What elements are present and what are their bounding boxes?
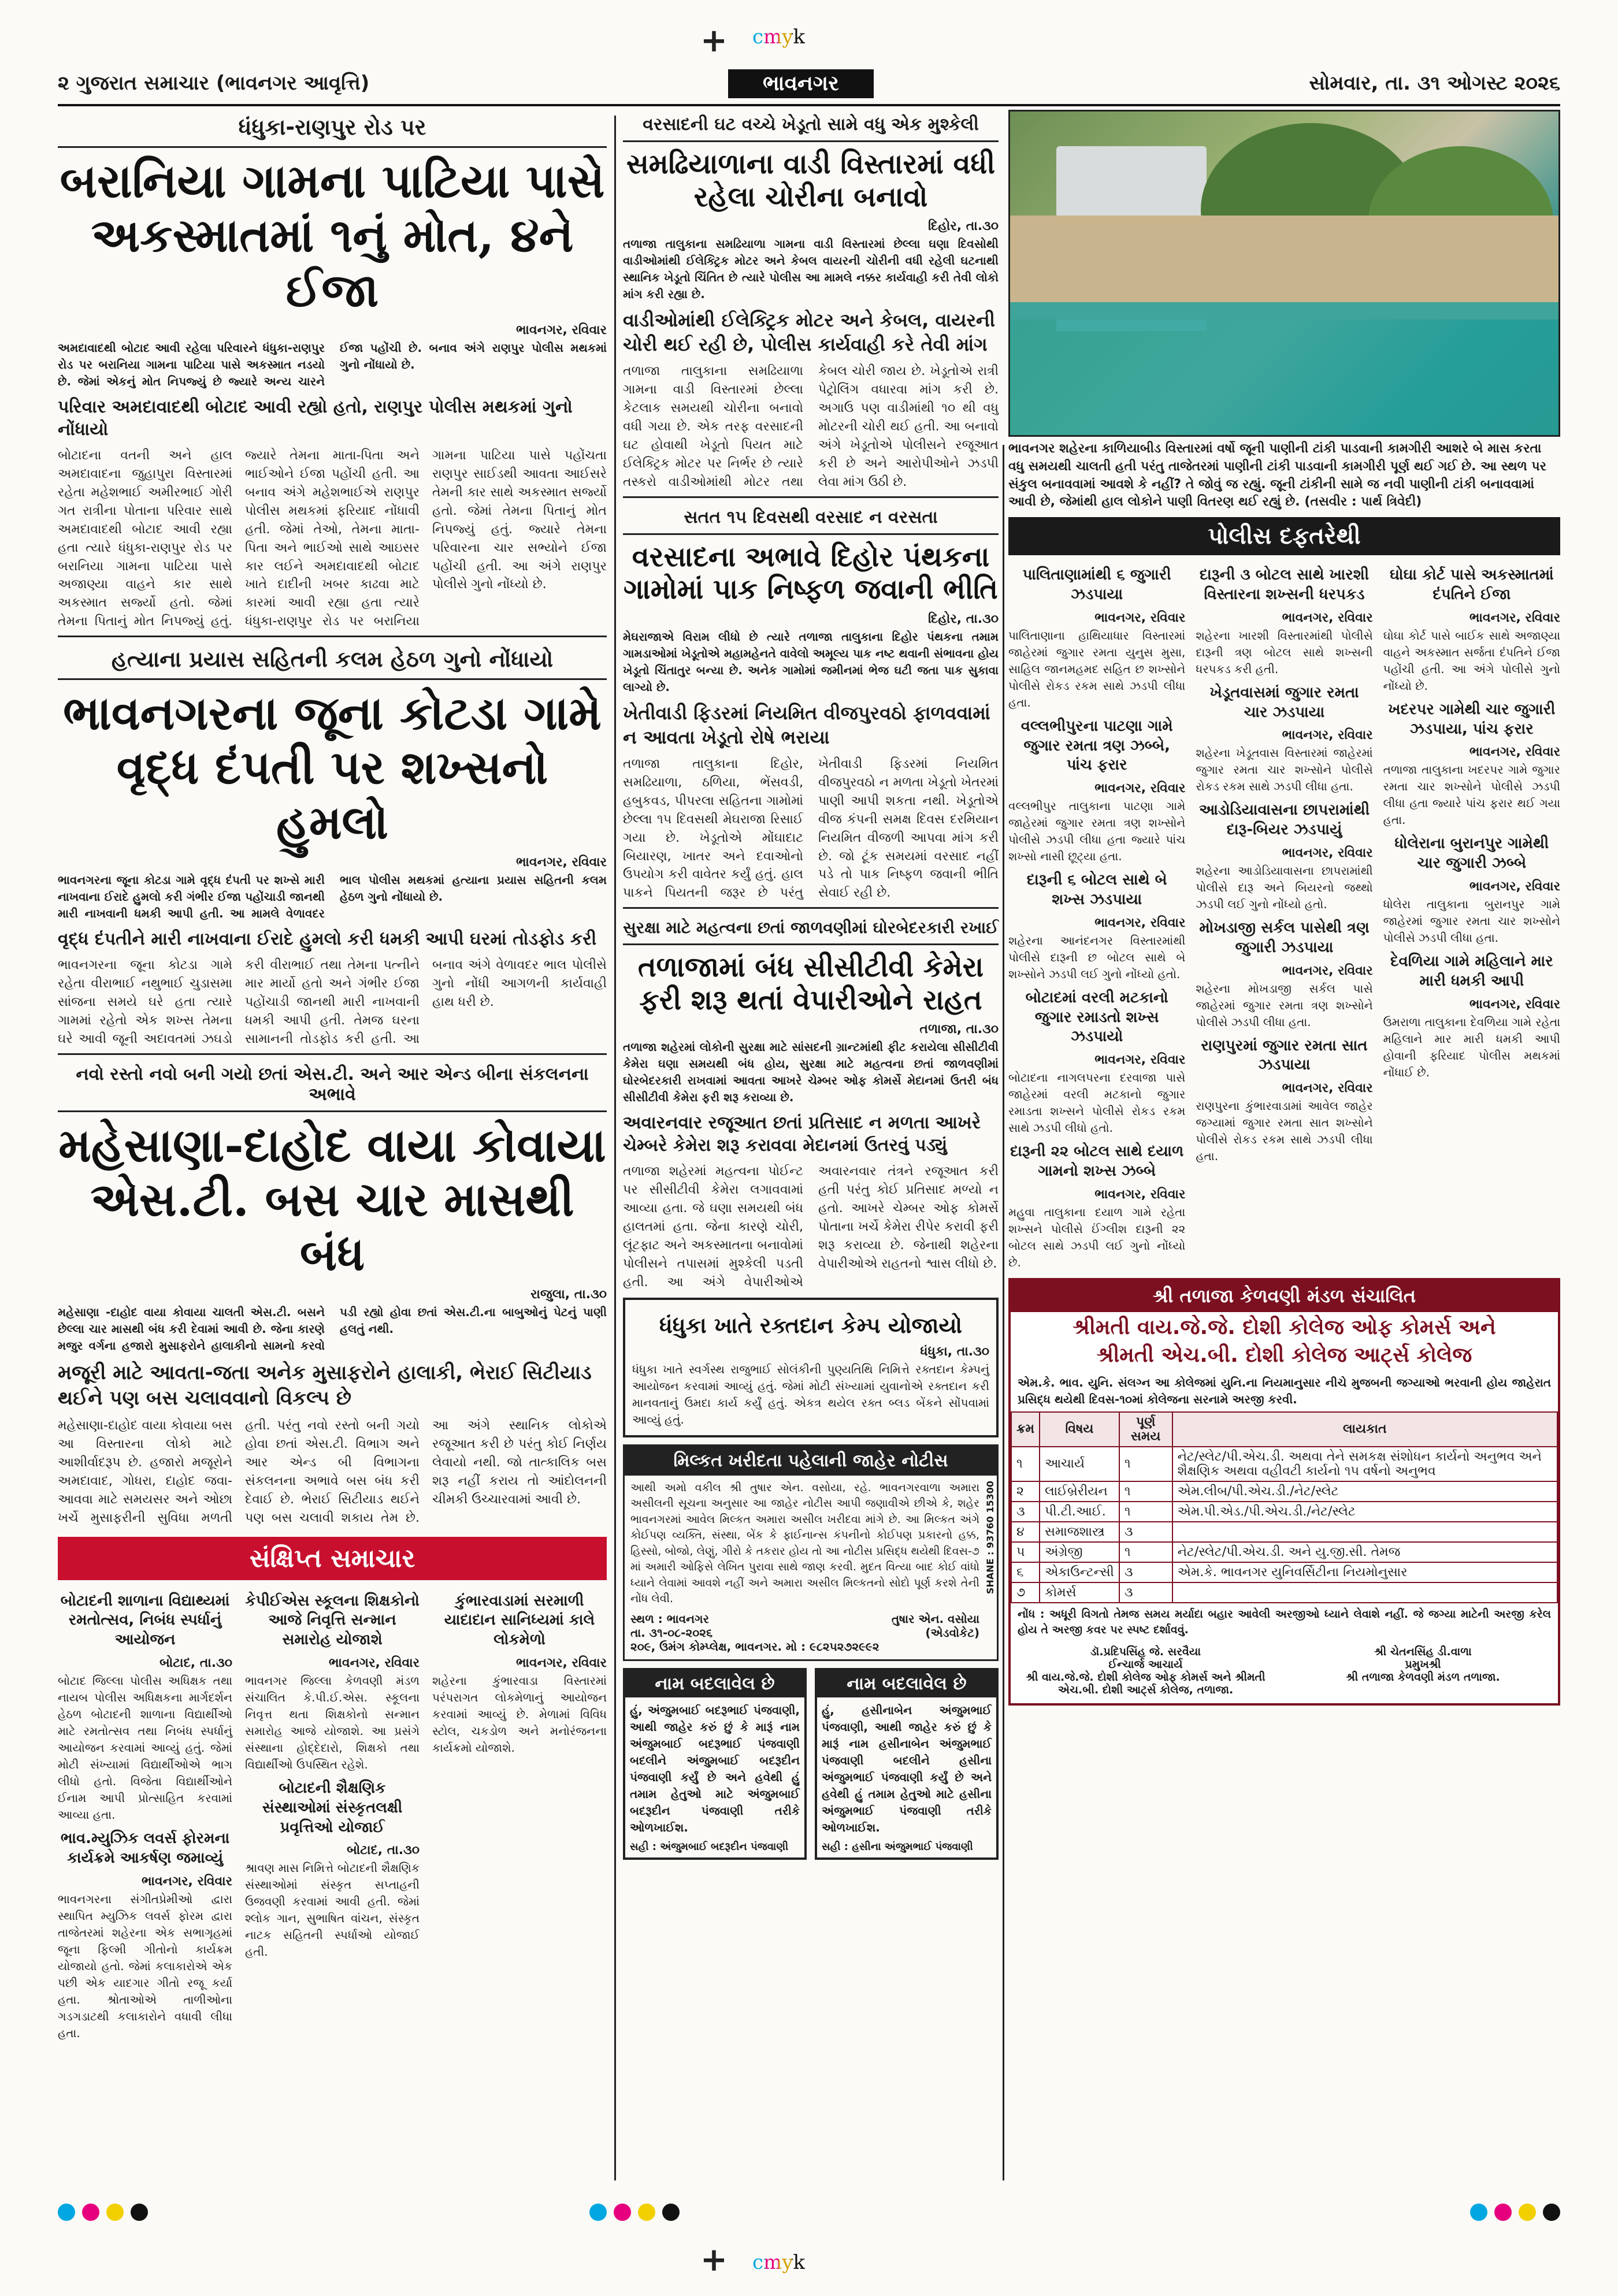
headline: બરાનિયા ગામના પાટિયા પાસે અકસ્માતમાં ૧નું મોત, ૪ને ઈજા bbox=[60, 154, 605, 317]
brief-dateline: ભાવનગર, રવિવાર bbox=[328, 1655, 420, 1670]
photo-caption bbox=[1008, 440, 1560, 511]
cell bbox=[1172, 1582, 1557, 1603]
color-bar-right bbox=[1470, 2204, 1560, 2221]
dateline: રાજુલા, તા.૩૦ bbox=[530, 1287, 607, 1302]
story-rain bbox=[623, 503, 999, 903]
cell: સમાજશાસ્ત્ર bbox=[1040, 1522, 1119, 1542]
cell: નેટ/સ્લેટ/પી.એચ.ડી. અથવા તેને સમકક્ષ સંશોધન કાર્યનો અનુભવ અને શૈક્ષણિક અથવા વહીવટી કાર્યનો ૧૫ વર્ષનો અનુભવ bbox=[1172, 1447, 1557, 1481]
brief-dateline: બોટાદ, તા.૩૦ bbox=[159, 1655, 232, 1670]
lead: ભાવનગરના જૂના કોટડા ગામે વૃદ્ધ દંપતી પર શખ્સે મારી નાખવાના ઈરાદે હુમલો કરી ગંભીર ઈજા પહોંચાડી જાનથી મારી નાખવાની ધમકી આપી હતી. આ મામલે વેળાવદર ભાલ પોલીસ મથકમાં હત્યાના પ્રયાસ સહિતની કલમ હેઠળ ગુનો નોંધાયો છે. bbox=[58, 873, 607, 921]
magenta-dot bbox=[1494, 2204, 1512, 2221]
black-dot bbox=[131, 2204, 148, 2221]
kicker: હત્યાના પ્રયાસ સહિતની કલમ હેઠળ ગુનો નોંધાયો bbox=[58, 642, 607, 680]
cell: કોમર્સ bbox=[1040, 1582, 1119, 1603]
masthead bbox=[58, 69, 1560, 106]
police-title: બોટાદમાં વરલી મટકાનો જુગાર રમાડતો શખ્સ ઝડપાયો bbox=[1025, 989, 1168, 1046]
signer-org: શ્રી વાય.જે.જે. દોશી કોલેજ ઓફ કોમર્સ અને શ્રીમતી એચ.બી. દોશી આર્ટ્સ કોલેજ, તળાજા. bbox=[1026, 1670, 1266, 1696]
subhead: વાડીઓમાંથી ઈલેક્ટ્રિક મોટર અને કેબલ, વાયરની ચોરી થઈ રહી છે, પોલીસ કાર્યવાહી કરે તેવી માંગ bbox=[623, 309, 996, 355]
yellow-dot bbox=[638, 2204, 655, 2221]
brief-col bbox=[245, 1586, 420, 2042]
brief-dateline: ભાવનગર, રવિવાર bbox=[141, 1874, 232, 1889]
police-title: ઘોઘા કોર્ટ પાસે અકસ્માતમાં દંપતિને ઈજા bbox=[1390, 566, 1554, 603]
police-text: શહેરના આડોડિયાવાસના છાપરામાંથી પોલીસે દારૂ અને બિયરનો જથ્થો ઝડપી લઈ ગુનો નોંધ્યો હતો. bbox=[1196, 863, 1373, 911]
lead: મેઘરાજાએ વિરામ લીધો છે ત્યારે તળાજા તાલુકાના દિહોર પંથકના તમામ ગામડાઓમાં ખેડૂતોએ મહામહેનતે વાવેલો અમૂલ્ય પાક નષ્ટ થવાની સંભાવના હોય ખેડૂતો ચિંતાતુર બન્યા છે. અનેક ગામોમાં જમીનમાં ભેજ ઘટી જતા પાક સુકાવા લાગ્યો છે. bbox=[623, 629, 999, 694]
subhead: વૃદ્ધ દંપતીને મારી નાખવાના ઈરાદે હુમલો કરી ધમકી આપી ઘરમાં તોડફોડ કરી bbox=[58, 929, 597, 950]
story-cctv bbox=[623, 913, 999, 1291]
namechange-row bbox=[623, 1668, 999, 1860]
police-dateline: ભાવનગર, રવિવાર bbox=[1094, 1187, 1186, 1202]
notice-place: સ્થળ : ભાવનગર bbox=[630, 1611, 709, 1626]
masthead-left: ૨ ગુજરાત સમાચાર (ભાવનગર આવૃત્તિ) bbox=[58, 72, 370, 95]
cell: ૧ bbox=[1011, 1447, 1040, 1481]
notice-body: આથી અમો વકીલ શ્રી તુષાર એન. વસોયા, રહે. ભાવનગરવાળા અમારા અસીલની સૂચના અનુસાર આ જાહેર નોટીસ આપી જણાવીએ છીએ કે, શહેર ભાવનગરમાં આવેલ મિલ્કત અમારા અસીલ ખરીદવા માંગે છે. આ મિલ્કત અંગે કોઈપણ વ્યક્તિ, સંસ્થા, બેંક કે ફાઈનાન્સ કંપનીનો કોઈપણ પ્રકારનો હક્ક, હિસ્સો, બોજો, લેણું, ગીરો કે તકરાર હોય તો આ નોટીસ પ્રસિદ્ધ થયેથી દિવસ-૭ માં અમારી ઓફિસે લેખિત પુરાવા સાથે જાણ કરવી. મુદત વિત્યા બાદ કોઈ વાંધો ધ્યાને લેવામાં આવશે નહીં અને અમારા અસીલ મિલ્કતનો સોદો પૂર્ણ કરશે તેની નોંધ લેવી. bbox=[630, 1481, 979, 1606]
police-dateline: ભાવનગર, રવિવાર bbox=[1282, 963, 1373, 978]
brief-text: બોટાદ જિલ્લા પોલીસ અધિક્ષક તથા નાયબ પોલીસ અધિક્ષકના માર્ગદર્શન હેઠળ બોટાદની શાળાના વિદ્યાર્થીઓ માટે રમતોત્સવ તથા નિબંધ સ્પર્ધાનું આયોજન કરવામાં આવ્યું હતું. જેમાં મોટી સંખ્યામાં વિદ્યાર્થીઓએ ભાગ લીધો હતો. વિજેતા વિદ્યાર્થીઓને ઈનામ આપી પ્રોત્સાહિત કરવામાં આવ્યા હતા. bbox=[58, 1673, 232, 1822]
subhead: અવારનવાર રજૂઆત છતાં પ્રતિસાદ ન મળતા આખરે ચેમ્બરે કેમેરા શરૂ કરાવવા મેદાનમાં ઉતરવું પડ્યું bbox=[623, 1113, 981, 1156]
notice-title: મિલ્કત ખરીદતા પહેલાની જાહેર નોટીસ bbox=[625, 1446, 997, 1476]
notice-address: ૨૦૯, ઉમંગ કોમ્પ્લેક્ષ, ભાવનગર. મો : ૯૮૨૫૨૭૨૯૯૨ bbox=[630, 1639, 879, 1654]
police-title: દારૂની ૩ બોટલ સાથે ખારશી વિસ્તારના શખ્સની ધરપકડ bbox=[1199, 566, 1370, 603]
lead: તળાજા શહેરમાં લોકોની સુરક્ષા માટે સાંસદની ગ્રાન્ટમાંથી ફીટ કરાયેલા સીસીટીવી કેમેરા ઘણા સમયથી બંધ હોય, સુરક્ષા માટે મહત્વના છતાં જાળવણીમાં ઘોરબેદરકારી રાખવામાં આવતા આખરે ચેમ્બર ઓફ કોમર્સે મેદાનમાં ઉતરી બંધ સીસીટીવી કેમેરા ફરી શરૂ કરાવ્યા છે. bbox=[623, 1040, 999, 1105]
police-dateline: ભાવનગર, રવિવાર bbox=[1469, 610, 1560, 625]
dateline: ભાવનગર, રવિવાર bbox=[515, 323, 607, 338]
table-header-row bbox=[1011, 1412, 1557, 1447]
signer-role: પ્રમુખશ્રી bbox=[1405, 1658, 1441, 1671]
headline: ધંધુકા ખાતે રક્તદાન કેમ્પ યોજાયો bbox=[659, 1312, 963, 1338]
left-column bbox=[58, 110, 607, 2186]
notice-signer-block bbox=[892, 1612, 979, 1654]
kicker: સુરક્ષા માટે મહત્વના છતાં જાળવણીમાં ઘોરબેદરકારી રખાઈ bbox=[623, 913, 999, 945]
brief-banner: સંક્ષિપ્ત સમાચાર bbox=[58, 1537, 607, 1580]
cyan-dot bbox=[58, 2204, 75, 2221]
lead: મહેસાણા -દાહોદ વાયા કોવાયા ચાલતી એસ.ટી. બસને છેલ્લા ચાર માસથી બંધ કરી દેવામાં આવી છે. જેના કારણે મજુર વર્ગના હજારો મુસાફરોને હાલાકીનો સામનો કરવો પડી રહ્યો હોવા છતાં એસ.ટી.ના બાબુઓનું પેટનું પાણી હલતું નથી. bbox=[58, 1305, 607, 1353]
police-text: ઉમરાળા તાલુકાના દેવળિયા ગામે રહેતા મહિલાને માર મારી ધમકી આપી હોવાની ફરિયાદ પોલીસ મથકમાં નોંધાઈ છે. bbox=[1383, 1015, 1560, 1079]
cell: એમ.પી.એડ./પી.એચ.ડી./નેટ/સ્લેટ bbox=[1172, 1502, 1557, 1522]
brief-title: કેપીઈએસ સ્કૂલના શિક્ષકોનો આજે નિવૃત્તિ સન્માન સમારોહ યોજાશે bbox=[245, 1592, 420, 1649]
police-title: દેવળિયા ગામે મહિલાને માર મારી ધમકી આપી bbox=[1390, 952, 1553, 990]
cell: ૧ bbox=[1119, 1447, 1172, 1481]
column-rule bbox=[1003, 445, 1004, 2180]
police-text: ધોલેરા તાલુકાના બુરાનપુર ગામે જાહેરમાં જુગાર રમતા ચાર શખ્સોને પોલીસે ઝડપી લીધા હતા. bbox=[1383, 897, 1560, 945]
namechange-body: હું, અંજુમબાઈ બદરૂભાઈ પંજવાણી, આથી જાહેર કરું છું કે મારૂં નામ અંજુમબાઈ બદરૂભાઈ પંજવાણી બદલીને અંજુમબાઈ બદરૂદીન પંજવાણી કર્યું છે અને હવેથી હું તમામ હેતુઓ માટે અંજુમબાઈ બદરૂદીન પંજવાણી તરીકે ઓળખાઈશ. bbox=[630, 1703, 800, 1834]
black-dot bbox=[662, 2204, 680, 2221]
namechange-sign: સહી : હસીના અંજુમભાઈ પંજવાણી bbox=[822, 1840, 973, 1853]
cmyk-text: cmyk bbox=[752, 2251, 806, 2274]
brief-text: શહેરના કુંભારવાડા વિસ્તારમાં પરંપરાગત લોકમેળાનું આયોજન કરવામાં આવ્યું છે. મેળામાં વિવિધ સ્ટોલ, ચકડોળ અને મનોરંજનના કાર્યક્રમો યોજાશે. bbox=[432, 1673, 607, 1755]
property-notice bbox=[623, 1444, 999, 1661]
police-dateline: ભાવનગર, રવિવાર bbox=[1469, 879, 1560, 894]
body-text: ધંધુકા ખાતે સ્વર્ગસ્થ રાજુભાઈ સોલંકીની પુણ્યતિથિ નિમિત્તે રક્તદાન કેમ્પનું આયોજન કરવામાં આવ્યું હતું. જેમાં મોટી સંખ્યામાં યુવાનોએ રક્તદાન કરી માનવતાનું ઉમદા કાર્ય કર્યું હતું. એકત્ર થયેલ રક્ત બ્લડ બેંકને સોંપવામાં આવ્યું હતું. bbox=[632, 1362, 989, 1426]
brief-columns bbox=[58, 1586, 607, 2042]
color-bar-center bbox=[589, 2204, 680, 2221]
police-title: ધોલેરાના બુરાનપુર ગામેથી ચાર જુગારી ઝબ્બે bbox=[1394, 835, 1549, 872]
police-dateline: ભાવનગર, રવિવાર bbox=[1094, 915, 1186, 930]
brief-col bbox=[432, 1586, 607, 2042]
masthead-section: ભાવનગર bbox=[728, 69, 874, 98]
brief-text: શ્રાવણ માસ નિમિત્તે બોટાદની શૈક્ષણિક સંસ્થાઓમાં સંસ્કૃત સપ્તાહની ઉજવણી કરવામાં આવી હતી. જેમાં શ્લોક ગાન, સુભાષિત વાંચન, સંસ્કૃત નાટક સહિતની સ્પર્ધાઓ યોજાઈ હતી. bbox=[245, 1861, 420, 1959]
dateline: ધંધુકા, તા.૩૦ bbox=[920, 1344, 989, 1359]
body-text: મહેસાણા-દાહોદ વાયા કોવાયા બસ આ વિસ્તારના લોકો માટે આશીર્વાદરૂપ છે. હજારો મજૂરોને અમદાવાદ, ગોધરા, દાહોદ જવા-આવવા માટે સમયસર અને ઓછા ખર્ચે મુસાફરીની સુવિધા મળતી હતી. પરંતુ નવો રસ્તો બની ગયો હોવા છતાં એસ.ટી. વિભાગ અને આર એન્ડ બી વિભાગના સંકલનના અભાવે બસ બંધ કરી દેવાઈ છે. ભેરાઈ સિટીયાડ થઈને પણ બસ ચલાવી શકાય તેમ છે. આ અંગે સ્થાનિક લોકોએ રજૂઆત કરી છે પરંતુ કોઈ નિર્ણય લેવાયો નથી. જો તાત્કાલિક બસ શરૂ નહીં કરાય તો આંદોલનની ચીમકી ઉચ્ચારવામાં આવી છે. bbox=[58, 1418, 607, 1525]
col-header: લાયકાત bbox=[1172, 1412, 1557, 1447]
police-title: વલ્લભીપુરના પાટણા ગામે જુગાર રમતા ત્રણ ઝબ્બે, પાંચ ફરાર bbox=[1020, 717, 1173, 774]
notice-footer bbox=[625, 1612, 997, 1659]
college-ad bbox=[1008, 1278, 1560, 1706]
police-text: ઘોઘા કોર્ટ પાસે બાઈક સાથે અજાણ્યા વાહને અકસ્માત સર્જતા દંપતિને ઈજા પહોંચી હતી. આ અંગે પોલીસે ગુનો નોંધ્યો છે. bbox=[1383, 628, 1560, 693]
brief-text: ભાવનગરના સંગીતપ્રેમીઓ દ્વારા સ્થાપિત મ્યુઝિક લવર્સ ફોરમ દ્વારા તાજેતરમાં શહેરના એક સભાગૃહમાં જૂના ફિલ્મી ગીતોનો કાર્યક્રમ યોજાયો હતો. જેમાં કલાકારોએ એક પછી એક યાદગાર ગીતો રજૂ કર્યા હતા. શ્રોતાઓએ તાળીઓના ગડગડાટથી કલાકારોને વધાવી લીધા હતા. bbox=[58, 1892, 232, 2040]
cell: ૩ bbox=[1011, 1502, 1040, 1522]
brief-col bbox=[58, 1586, 232, 2042]
police-text: શહેરના ખેડૂતવાસ વિસ્તારમાં જાહેરમાં જુગાર રમતા ચાર શખ્સોને પોલીસે રોકડ રકમ સાથે ઝડપી લીધા હતા. bbox=[1196, 746, 1373, 794]
headline: મહેસાણા-દાહોદ વાયા કોવાયા એસ.ટી. બસ ચાર માસથી બંધ bbox=[58, 1117, 606, 1281]
police-title: આડોડિયાવાસના છાપરામાંથી દારૂ-બિયર ઝડપાયું bbox=[1198, 801, 1370, 839]
lead: તળાજા તાલુકાના સમઢિયાળા ગામના વાડી વિસ્તારમાં છેલ્લા ઘણા દિવસોથી વાડીઓમાંથી ઈલેક્ટ્રિક મોટર અને કેબલ વાયરની ચોરીની વધી રહેલી ઘટનાથી સ્થાનિક ખેડૂતો ચિંતિત છે ત્યારે પોલીસ આ મામલે નક્કર કાર્યવાહી કરી તેવી લોકો માંગ કરી રહ્યા છે. bbox=[623, 237, 999, 302]
table-row bbox=[1011, 1502, 1557, 1522]
cyan-dot bbox=[589, 2204, 607, 2221]
cell: ૩ bbox=[1119, 1522, 1172, 1542]
cell: એમ.લીબ/પી.એચ.ડી./નેટ/સ્લેટ bbox=[1172, 1481, 1557, 1502]
registration-cross-top: + bbox=[700, 22, 728, 60]
kicker: સતત ૧૫ દિવસથી વરસાદ ન વરસતા bbox=[623, 503, 999, 535]
photo-credit: (તસવીર : પાર્થ ત્રિવેદી) bbox=[1304, 495, 1422, 510]
cell: એકાઉન્ટન્સી bbox=[1040, 1562, 1119, 1582]
cell: ૧ bbox=[1119, 1502, 1172, 1522]
namechange-sign: સહી : અંજુમબાઈ બદરૂદીન પંજવાણી bbox=[630, 1840, 789, 1853]
cell: ૩ bbox=[1119, 1582, 1172, 1603]
police-text: શહેરના ખારશી વિસ્તારમાંથી પોલીસે દારૂની ત્રણ બોટલ સાથે શખ્સની ધરપકડ કરી હતી. bbox=[1196, 628, 1373, 676]
masthead-date: સોમવાર, તા. ૩૧ ઓગસ્ટ ૨૦૨૬ bbox=[1309, 72, 1560, 95]
story-blood-camp bbox=[623, 1298, 999, 1437]
brief-title: બોટાદની શૈક્ષણિક સંસ્થાઓમાં સંસ્કૃતલક્ષી પ્રવૃત્તિઓ યોજાઈ bbox=[262, 1779, 403, 1836]
police-col bbox=[1383, 560, 1560, 1271]
dateline: ભાવનગર, રવિવાર bbox=[515, 855, 607, 870]
brief-title: કુંભારવાડામાં સરમાળી યાદાદાન સાનિધ્યમાં કાલે લોકમેળો bbox=[444, 1592, 595, 1649]
namechange-title: નામ બદલાવેલ છે bbox=[625, 1670, 804, 1697]
ad-intro: એમ.કે. ભાવ. યુનિ. સંલગ્ન આ કોલેજમાં યુનિ.ના નિયમાનુસાર નીચે મુજબની જગ્યાઓ ભરવાની હોય જાહેરાત પ્રસિદ્ધ થયેથી દિવસ-૧૦માં કોલેજના સરનામે અરજી કરવી. bbox=[1018, 1375, 1551, 1406]
cell: લાઈબ્રેરીયન bbox=[1040, 1481, 1119, 1502]
dateline: દિહોર, તા.૩૦ bbox=[927, 611, 999, 626]
table-row bbox=[1011, 1542, 1557, 1562]
middle-column bbox=[623, 110, 999, 2186]
police-title: દારૂની ૬ બોટલ સાથે બે શખ્સ ઝડપાયા bbox=[1026, 871, 1167, 908]
police-dateline: ભાવનગર, રવિવાર bbox=[1282, 728, 1373, 743]
kicker: ધંધુકા-રાણપુર રોડ પર bbox=[58, 110, 607, 148]
divider bbox=[58, 636, 607, 637]
cell: ૧ bbox=[1119, 1481, 1172, 1502]
police-col bbox=[1008, 560, 1185, 1271]
ad-college1: શ્રીમતી વાય.જે.જે. દોશી કોલેજ ઓફ કોમર્સ અને bbox=[1073, 1315, 1496, 1339]
table-row bbox=[1011, 1582, 1557, 1603]
brief-dateline: બોટાદ, તા.૩૦ bbox=[347, 1843, 420, 1858]
ad-note: નોંધ : અધૂરી વિગતો તેમજ સમય મર્યાદા બહાર આવેલી અરજીઓ ધ્યાને લેવાશે નહીં. જે જગ્યા માટેની અરજી કરેલ હોય તે અરજી કવર પર સ્પષ્ટ દર્શાવવું. bbox=[1018, 1607, 1551, 1637]
notice-role: (એડવોકેટ) bbox=[925, 1625, 979, 1640]
ad-org: શ્રી તળાજા કેળવણી મંડળ સંચાલિત bbox=[1011, 1280, 1558, 1312]
divider bbox=[623, 496, 999, 498]
cell: નેટ/સ્લેટ/પી.એચ.ડી. અને યુ.જી.સી. તેમજ bbox=[1172, 1542, 1557, 1562]
police-text: વલ્લભીપુર તાલુકાના પાટણા ગામે જાહેરમાં જુગાર રમતા ત્રણ શખ્સોને પોલીસે ઝડપી લીધા હતા જ્યારે પાંચ શખ્સો નાસી છૂટ્યા હતા. bbox=[1008, 799, 1186, 864]
table-row bbox=[1011, 1447, 1557, 1481]
police-dateline: ભાવનગર, રવિવાર bbox=[1469, 997, 1560, 1012]
police-title: મોખડાજી સર્કલ પાસેથી ત્રણ જુગારી ઝડપાયા bbox=[1199, 919, 1370, 956]
column-rule bbox=[614, 116, 616, 2180]
namechange-title: નામ બદલાવેલ છે bbox=[817, 1670, 996, 1697]
caption-text: ભાવનગર શહેરના કાળિયાબીડ વિસ્તારમાં વર્ષો જૂની પાણીની ટાંકી પાડવાની કામગીરી આશરે બે માસ કરતા વધુ સમયથી ચાલતી હતી પરંતુ તાજેતરમાં પાણીની ટાંકી પાડવાની કામગીરી પૂર્ણ થઈ ગઈ છે. આ સ્થળ પર સંકુલ બનાવવામાં આવશે કે નહીં? તે જોવું જ રહ્યું. જૂની ટાંકીની સામે જ નવી પાણીની ટાંકી બનાવવામાં આવી છે, જેમાંથી હાલ લોકોને પાણી વિતરણ થઈ રહ્યું છે. bbox=[1008, 441, 1547, 510]
police-title: દારૂની ૨૨ બોટલ સાથે દયાળ ગામનો શખ્સ ઝબ્બે bbox=[1010, 1143, 1184, 1180]
signer-name: ડૉ.પ્રદિપસિંહ જે. સરવૈયા bbox=[1090, 1645, 1201, 1658]
subhead: પરિવાર અમદાવાદથી બોટાદ આવી રહ્યો હતો, રાણપુર પોલીસ મથકમાં ગુનો નોંધાયો bbox=[58, 397, 573, 440]
body-text: બોટાદના વતની અને હાલ અમદાવાદના જુહાપુરા વિસ્તારમાં રહેતા મહેશભાઈ અમીરભાઈ ગોરી ગત રાત્રીના પોતાના પરિવાર સાથે અમદાવાદથી બોટાદ આવી રહ્યા હતા ત્યારે ધંધુકા-રાણપુર રોડ પર બરાનિયા ગામના પાટિયા પાસે અજાણ્યા વાહને કાર સાથે અકસ્માત સર્જ્યો હતો. જેમાં તેમના પિતાનું મોત નિપજ્યું હતું. જ્યારે તેમના માતા-પિતા અને ભાઈઓને ઈજા પહોંચી હતી. આ બનાવ અંગે મહેશભાઈએ રાણપુર પોલીસ મથકમાં ફરિયાદ નોંધાવી હતી. જેમાં તેઓ, તેમના માતા-પિતા અને ભાઈઓ સાથે આઇસર કાર લઈને અમદાવાદથી બોટાદ ખાતે દાદીની ખબર કાઢવા માટે કારમાં આવી રહ્યા હતા ત્યારે ધંધુકા-રાણપુર રોડ પર બરાનિયા ગામના પાટિયા પાસે પહોંચતા રાણપુર સાઈડથી આવતા આઈસરે તેમની કાર સાથે અકસ્માત સર્જ્યો હતો. જેમાં તેમના પિતાનું મોત નિપજ્યું હતું. જ્યારે તેમના પરિવારના ચાર સભ્યોને ઈજા પહોંચી હતી. આ અંગે રાણપુર પોલીસે ગુનો નોંધ્યો છે. bbox=[58, 448, 607, 629]
brief-text: ભાવનગર જિલ્લા કેળવણી મંડળ સંચાલિત કે.પી.ઈ.એસ. સ્કૂલના નિવૃત્ત થતા શિક્ષકોનો સન્માન સમારોહ આજે યોજાશે. આ પ્રસંગે સંસ્થાના હોદ્દેદારો, શિક્ષકો તથા વિદ્યાર્થીઓ ઉપસ્થિત રહેશે. bbox=[245, 1673, 420, 1771]
namechange-body: હું, હસીનાબેન અંજુમભાઈ પંજવાણી, આથી જાહેર કરું છું કે મારૂં નામ હસીનાબેન અંજુમભાઈ પંજવાણી બદલીને હસીના અંજુમભાઈ પંજવાણી કર્યું છે અને હવેથી હું તમામ હેતુઓ માટે હસીના અંજુમભાઈ પંજવાણી તરીકે ઓળખાઈશ. bbox=[822, 1703, 992, 1834]
news-photo bbox=[1008, 110, 1560, 437]
police-dateline: ભાવનગર, રવિવાર bbox=[1094, 781, 1186, 796]
headline: સમઢિયાળાના વાડી વિસ્તારમાં વધી રહેલા ચોરીના બનાવો bbox=[626, 148, 996, 213]
lead: અમદાવાદથી બોટાદ આવી રહેલા પરિવારને ધંધુકા-રાણપુર રોડ પર બરાનિયા ગામના પાટિયા પાસે અકસ્માત નડયો છે. જેમાં એકનું મોત નિપજ્યું છે જ્યારે અન્ય ચારને ઈજા પહોંચી છે. બનાવ અંગે રાણપુર પોલીસ મથકમાં ગુનો નોંધાયો છે. bbox=[58, 341, 607, 389]
body-text: તળાજા તાલુકાના દિહોર, સમઢિયાળા, ઠળિયા, ભેંસવડી, હબુકવડ, પીપરલા સહિતના ગામોમાં છેલ્લા ૧૫ દિવસથી મેઘરાજા રિસાઈ ગયા છે. ખેડૂતોએ મોંઘાદાટ બિયારણ, ખાતર અને દવાઓનો ઉપયોગ કરી વાવેતર કર્યું હતું. હાલ પાકને પિયતની જરૂર છે પરંતુ ખેતીવાડી ફિડરમાં નિયમિત વીજપુરવઠો ન મળતા ખેડૂતો ખેતરમાં પાણી આપી શકતા નથી. ખેડૂતોએ વીજ કંપની સમક્ષ દિવસ દરમિયાન નિયમિત વીજળી આપવા માંગ કરી છે. જો ટૂંક સમયમાં વરસાદ નહીં પડે તો પાક નિષ્ફળ જવાની ભીતિ સેવાઈ રહી છે. bbox=[623, 757, 999, 901]
magenta-dot bbox=[82, 2204, 99, 2221]
color-bar-left bbox=[58, 2204, 148, 2221]
police-text: પાલિતાણાના હાથિયાધાર વિસ્તારમાં જાહેરમાં જુગાર રમતા યુનુસ મુસા, સાહિલ જાનમહમદ સહિત છ શખ્સોને પોલીસે રોકડ રકમ સાથે ઝડપી લીધા હતા. bbox=[1008, 628, 1186, 709]
yellow-dot bbox=[1519, 2204, 1536, 2221]
table-row bbox=[1011, 1562, 1557, 1582]
notice-date: તા. ૩૧-૦૮-૨૦૨૬ bbox=[630, 1625, 713, 1640]
namechange-box bbox=[815, 1668, 999, 1860]
police-text: તળાજા તાલુકાના ખદરપર ગામે જુગાર રમતા ચાર શખ્સોને પોલીસે ઝડપી લીધા હતા જ્યારે પાંચ ફરાર થઈ ગયા હતા. bbox=[1383, 763, 1560, 827]
headline: વરસાદના અભાવે દિહોર પંથકના ગામોમાં પાક નિષ્ફળ જવાની ભીતિ bbox=[624, 540, 998, 606]
table-row bbox=[1011, 1522, 1557, 1542]
police-text: મહુવા તાલુકાના દયાળ ગામે રહેતા શખ્સને પોલીસે ઈંગ્લીશ દારૂની ૨૨ બોટલ સાથે ઝડપી લઈ ગુનો નોંધ્યો છે. bbox=[1008, 1205, 1186, 1269]
cell: ૭ bbox=[1011, 1582, 1040, 1603]
cell: એમ.કે. ભાવનગર યુનિવર્સિટીના નિયમોનુસાર bbox=[1172, 1562, 1557, 1582]
cmyk-mark-bottom bbox=[752, 2251, 805, 2274]
vacancy-table bbox=[1011, 1411, 1558, 1603]
kicker: વરસાદની ઘટ વચ્ચે ખેડૂતો સામે વધુ એક મુશ્કેલી bbox=[623, 110, 999, 142]
shane-code: SHANE : 93760 15300 bbox=[985, 1480, 996, 1594]
police-columns bbox=[1008, 560, 1560, 1271]
police-text: શહેરના મોખડાજી સર્કલ પાસે જાહેરમાં જુગાર રમતા ત્રણ શખ્સોને પોલીસે ઝડપી લીધા હતા. bbox=[1196, 981, 1373, 1029]
police-title: રાણપુરમાં જુગાર રમતા સાત ઝડપાયા bbox=[1201, 1036, 1368, 1074]
cell bbox=[1172, 1522, 1557, 1542]
cell: ૧ bbox=[1119, 1542, 1172, 1562]
cell: આચાર્ય bbox=[1040, 1447, 1119, 1481]
signer-role: ઈન્ચાર્જ આચાર્ય bbox=[1108, 1658, 1183, 1671]
police-dateline: ભાવનગર, રવિવાર bbox=[1282, 610, 1373, 625]
col-header: ક્રમ bbox=[1011, 1412, 1040, 1447]
headline: ભાવનગરના જૂના કોટડા ગામે વૃદ્ધ દંપતી પર શખ્સનો હુમલો bbox=[63, 686, 602, 849]
black-dot bbox=[1543, 2204, 1560, 2221]
ad-sign-right bbox=[1295, 1645, 1551, 1696]
cmyk-mark-top bbox=[752, 25, 805, 49]
police-title: ખેડૂતવાસમાં જુગાર રમતા ચાર ઝડપાયા bbox=[1209, 683, 1359, 721]
ad-sign-left bbox=[1018, 1645, 1274, 1696]
signer-org: શ્રી તળાજા કેળવણી મંડળ તળાજા. bbox=[1346, 1670, 1500, 1684]
police-dateline: ભાવનગર, રવિવાર bbox=[1282, 845, 1373, 860]
subhead: મજૂરી માટે આવતા-જતા અનેક મુસાફરોને હાલાકી, ભેરાઈ સિટીયાડ થઈને પણ બસ ચલાવવાનો વિકલ્પ છે bbox=[58, 1361, 592, 1410]
police-title: પાલિતાણામાંથી ૬ જુગારી ઝડપાયા bbox=[1022, 566, 1171, 603]
brief-section bbox=[58, 1537, 607, 2042]
cell: પી.ટી.આઈ. bbox=[1040, 1502, 1119, 1522]
police-dateline: ભાવનગર, રવિવાર bbox=[1469, 745, 1560, 760]
story-bus bbox=[58, 1060, 607, 1528]
cell: અંગ્રેજી bbox=[1040, 1542, 1119, 1562]
right-column bbox=[1008, 110, 1560, 2186]
body-text: તળાજા તાલુકાના સમઢિયાળા ગામના વાડી વિસ્તારમાં છેલ્લા કેટલાક સમયથી ચોરીના બનાવો વધી ગયા છે. એક તરફ વરસાદની ઘટ હોવાથી ખેડૂતો પિયત માટે ઈલેક્ટ્રિક મોટર પર નિર્ભર છે ત્યારે તસ્કરો વાડીઓમાંથી મોટર તથા કેબલ ચોરી જાય છે. ખેડૂતોએ રાત્રી પેટ્રોલિંગ વધારવા માંગ કરી છે. અગાઉ પણ વાડીમાંથી ૧૦ થી વધુ મોટરની ચોરી થઈ હતી. આ બનાવો અંગે ખેડૂતોએ પોલીસને રજૂઆત કરી છે અને આરોપીઓને ઝડપી લેવા માંગ ઉઠી છે. bbox=[623, 364, 999, 489]
police-dateline: ભાવનગર, રવિવાર bbox=[1282, 1081, 1373, 1096]
story-assault bbox=[58, 642, 607, 1049]
yellow-dot bbox=[106, 2204, 124, 2221]
col-header: પૂર્ણ સમય bbox=[1119, 1412, 1172, 1447]
story-accident bbox=[58, 110, 607, 631]
police-text: શહેરના આનંદનગર વિસ્તારમાંથી પોલીસે દારૂની છ બોટલ સાથે બે શખ્સોને ઝડપી લઈ ગુનો નોંધ્યો હતો. bbox=[1008, 933, 1186, 981]
table-row bbox=[1011, 1481, 1557, 1502]
cell: ૨ bbox=[1011, 1481, 1040, 1502]
police-col bbox=[1196, 560, 1372, 1271]
kicker: નવો રસ્તો નવો બની ગયો છતાં એસ.ટી. અને આર એન્ડ બીના સંકલનના અભાવે bbox=[58, 1060, 607, 1112]
ad-college2: શ્રીમતી એચ.બી. દોશી કોલેજ આર્ટ્સ કોલેજ bbox=[1096, 1343, 1472, 1367]
brief-title: બોટાદની શાળાના વિદ્યાથ્યમાં રમતોત્સવ, નિબંધ સ્પર્ધાનું આયોજન bbox=[60, 1592, 230, 1649]
brief-dateline: ભાવનગર, રવિવાર bbox=[515, 1655, 607, 1670]
story-theft bbox=[623, 110, 999, 492]
police-text: બોટાદના નાગલપરના દરવાજા પાસે જાહેરમાં વરલી મટકાનો જુગાર રમાડતા શખ્સને પોલીસે રોકડ રકમ સાથે ઝડપી લીધો હતો. bbox=[1008, 1071, 1186, 1135]
cell: ૫ bbox=[1011, 1542, 1040, 1562]
divider bbox=[623, 907, 999, 909]
subhead: ખેતીવાડી ફિડરમાં નિયમિત વીજપુરવઠો ફાળવવામાં ન આવતા ખેડૂતો રોષે ભરાયા bbox=[623, 701, 990, 748]
headline: તળાજામાં બંધ સીસીટીવી કેમેરા ફરી શરૂ થતાં વેપારીઓને રાહત bbox=[637, 951, 984, 1016]
cell: ૪ bbox=[1011, 1522, 1040, 1542]
col-header: વિષય bbox=[1040, 1412, 1119, 1447]
divider bbox=[58, 1053, 607, 1055]
namechange-box bbox=[623, 1668, 807, 1860]
brief-title: ભાવ.મ્યુઝિક લવર્સ ફોરમના કાર્યક્રમે આકર્ષણ જમાવ્યું bbox=[60, 1829, 230, 1867]
cell: ૬ bbox=[1011, 1562, 1040, 1582]
signer-name: શ્રી ચેતનસિંહ ડી.વાળા bbox=[1374, 1645, 1472, 1658]
dateline: તળાજા, તા.૩૦ bbox=[919, 1022, 999, 1037]
dateline: દિહોર, તા.૩૦ bbox=[927, 219, 999, 234]
notice-signer: તુષાર એન. વસોયા bbox=[891, 1611, 979, 1626]
police-text: રાણપુરના કુંભારવાડામાં આવેલ જાહેર જગ્યામાં જુગાર રમતા સાત શખ્સોને પોલીસે રોકડ રકમ સાથે ઝડપી લીધા હતા. bbox=[1196, 1099, 1373, 1164]
body-text: ભાવનગરના જૂના કોટડા ગામે રહેતા વીરાભાઈ નથુભાઈ ચુડાસમા સાંજના સમયે ઘરે હતા ત્યારે ગામમાં રહેતો એક શખ્સ તેમના ઘરે આવી જૂની અદાવતમાં ઝઘડો કરી વીરાભાઈ તથા તેમના પત્નીને માર માર્યો હતો અને ગંભીર ઈજા પહોંચાડી જાનથી મારી નાખવાની ધમકી આપી હતી. તેમજ ઘરના સામાનની તોડફોડ કરી હતી. આ બનાવ અંગે વેળાવદર ભાલ પોલીસે ગુનો નોંધી આગળની કાર્યવાહી હાથ ધરી છે. bbox=[58, 958, 607, 1046]
police-title: ખદરપર ગામેથી ચાર જુગારી ઝડપાયા, પાંચ ફરાર bbox=[1388, 700, 1556, 738]
police-dateline: ભાવનગર, રવિવાર bbox=[1094, 1053, 1186, 1068]
ad-signatures bbox=[1011, 1642, 1558, 1703]
tarp-shape bbox=[1010, 302, 1558, 435]
body-text: તળાજા શહેરમાં મહત્વના પોઈન્ટ પર સીસીટીવી કેમેરા લગાવવામાં આવ્યા હતા. જે ઘણા સમયથી બંધ હાલતમાં હતા. જેના કારણે ચોરી, લૂંટફાટ અને અકસ્માતના બનાવોમાં પોલીસને તપાસમાં મુશ્કેલી પડતી હતી. આ અંગે વેપારીઓએ અવારનવાર તંત્રને રજૂઆત કરી હતી પરંતુ કોઈ પ્રતિસાદ મળ્યો ન હતો. આખરે ચેમ્બર ઓફ કોમર્સે પોતાના ખર્ચે કેમેરા રીપેર કરાવી ફરી શરૂ કરાવ્યા છે. જેનાથી શહેરના વેપારીઓએ રાહતનો શ્વાસ લીધો છે. bbox=[623, 1164, 999, 1290]
notice-place-block bbox=[630, 1612, 879, 1654]
cmyk-text: cmyk bbox=[752, 25, 806, 49]
police-banner: પોલીસ દફતરેથી bbox=[1008, 517, 1560, 555]
registration-cross-bottom: + bbox=[700, 2241, 728, 2279]
cell: ૩ bbox=[1119, 1562, 1172, 1582]
magenta-dot bbox=[614, 2204, 631, 2221]
cyan-dot bbox=[1470, 2204, 1487, 2221]
police-dateline: ભાવનગર, રવિવાર bbox=[1094, 610, 1186, 625]
